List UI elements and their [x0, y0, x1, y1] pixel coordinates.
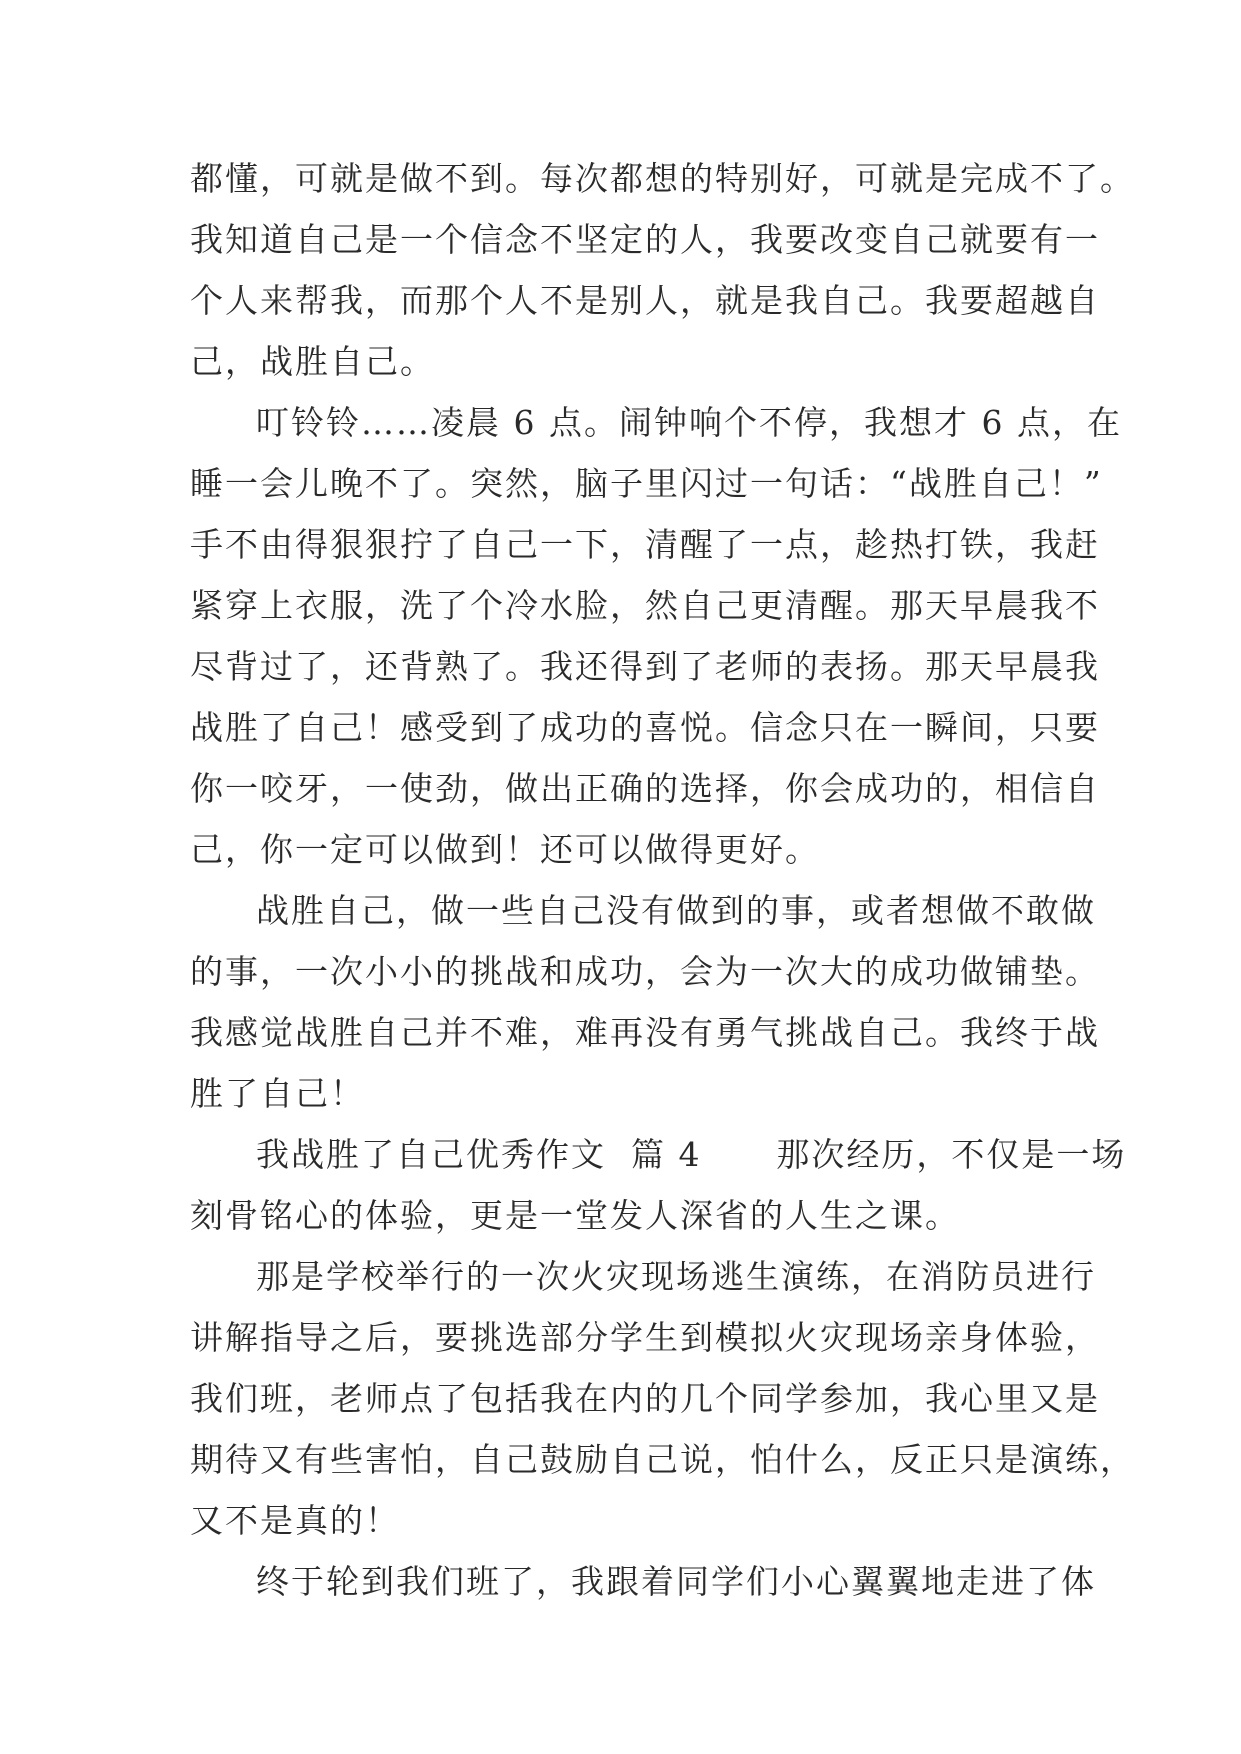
- text-line: 期待又有些害怕，自己鼓励自己说，怕什么，反正只是演练，: [190, 1440, 1135, 1479]
- text-line: 尽背过了，还背熟了。我还得到了老师的表扬。那天早晨我: [190, 647, 1100, 686]
- paragraph-first-line: 那是学校举行的一次火灾现场逃生演练，在消防员进行: [256, 1257, 1096, 1296]
- paragraph-first-line: 叮铃铃……凌晨 6 点。闹钟响个不停，我想才 6 点，在: [256, 403, 1122, 442]
- text-line: 我知道自己是一个信念不坚定的人，我要改变自己就要有一: [190, 220, 1100, 259]
- text-line: 都懂，可就是做不到。每次都想的特别好，可就是完成不了。: [190, 159, 1135, 198]
- text-line: 胜了自己！: [190, 1074, 365, 1113]
- text-line: 刻骨铭心的体验，更是一堂发人深省的人生之课。: [190, 1196, 960, 1235]
- text-line: 己，你一定可以做到！还可以做得更好。: [190, 830, 820, 869]
- text-line: 睡一会儿晚不了。突然，脑子里闪过一句话：“战胜自己！”: [190, 464, 1103, 503]
- text-line: 又不是真的！: [190, 1501, 400, 1540]
- text-line: 我们班，老师点了包括我在内的几个同学参加，我心里又是: [190, 1379, 1100, 1418]
- paragraph-first-line: 终于轮到我们班了，我跟着同学们小心翼翼地走进了体: [256, 1562, 1096, 1601]
- text-line: 的事，一次小小的挑战和成功，会为一次大的成功做铺垫。: [190, 952, 1100, 991]
- text-line: 讲解指导之后，要挑选部分学生到模拟火灾现场亲身体验，: [190, 1318, 1100, 1357]
- paragraph-first-line: 战胜自己，做一些自己没有做到的事，或者想做不敢做: [256, 891, 1096, 930]
- section-heading-line: 我战胜了自己优秀作文 篇 4 那次经历，不仅是一场: [256, 1135, 1127, 1174]
- text-line: 我感觉战胜自己并不难，难再没有勇气挑战自己。我终于战: [190, 1013, 1100, 1052]
- text-line: 战胜了自己！感受到了成功的喜悦。信念只在一瞬间，只要: [190, 708, 1100, 747]
- text-line: 你一咬牙，一使劲，做出正确的选择，你会成功的，相信自: [190, 769, 1100, 808]
- text-line: 紧穿上衣服，洗了个冷水脸，然自己更清醒。那天早晨我不: [190, 586, 1100, 625]
- text-line: 手不由得狠狠拧了自己一下，清醒了一点，趁热打铁，我赶: [190, 525, 1100, 564]
- text-line: 己，战胜自己。: [190, 342, 435, 381]
- text-line: 个人来帮我，而那个人不是别人，就是我自己。我要超越自: [190, 281, 1100, 320]
